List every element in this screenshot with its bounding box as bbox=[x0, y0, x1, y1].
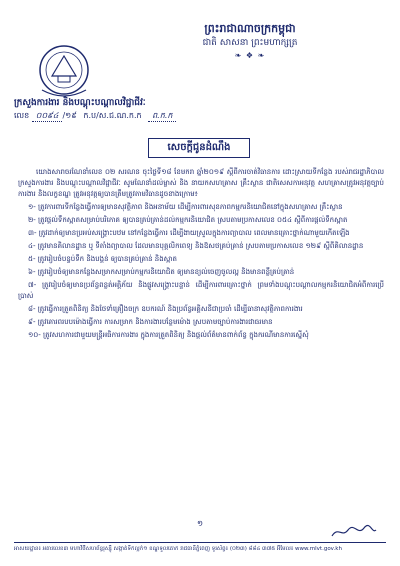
footer-divider bbox=[14, 542, 386, 543]
date-value: ព.ក.ក bbox=[148, 110, 176, 122]
national-header bbox=[150, 22, 350, 60]
list-item: ១០- ត្រូវសហការជាមួយមន្ត្រីអធិការការងារ ក្នុងការត្រួតពិនិត្យ និងផ្តល់ព័ត៌មានពាក់ព័ន្ធ ក្នុងករណីមានការស្នើសុំ bbox=[28, 331, 309, 339]
page-number: ១ bbox=[196, 519, 204, 528]
kingdom-title: ព្រះរាជាណាចក្រកម្ពុជា bbox=[204, 22, 296, 35]
list-item: ៥- ត្រូវរៀបចំបន្ទប់ទឹក និងបង្គន់ ឲ្យបានគ្រប់គ្រាន់ និងស្អាត bbox=[28, 255, 177, 263]
footer-address: អាសយដ្ឋាន៖ អគារលេខ៣ មហាវិថីសហព័ន្ធរុស្ស៊ី សង្កាត់ទឹកល្អក់១ ខណ្ឌទួលគោក រាជធានីភ្នំពេញ ទូរស័ព្ទ៖ (០២៣) ៨៨៤ ៣៧៥ អ៊ីមែល៖ www.mlvt.gov.kh bbox=[14, 546, 342, 552]
list-item: ២- ត្រូវផ្តល់ទឹកស្អាតសម្រាប់បរិភោគ ឲ្យបានគ្រប់គ្រាន់ដល់កម្មករនិយោជិត ស្របតាមប្រកាសលេខ ០៥៤ ស្តីពីការផ្តល់ទឹកស្អាត bbox=[28, 216, 348, 224]
date-label: ក.ប/ស.ជ.ណ.ក.ក bbox=[83, 111, 142, 120]
reference-number-line bbox=[14, 110, 254, 122]
number-suffix: /១៩ bbox=[62, 111, 77, 120]
ministry-name: ក្រសួងការងារ និងបណ្តុះបណ្តាលវិជ្ជាជីវៈ bbox=[14, 98, 146, 108]
number-label: លេខ bbox=[14, 111, 30, 120]
list-item: ៣- ត្រូវដាក់ឲ្យមានប្រអប់សង្គ្រោះបឋម នៅកន្លែងធ្វើការ ដើម្បីងាយស្រួលក្នុងការព្យាបាល ពេលមានគ្រោះថ្នាក់ណាមួយកើតឡើង bbox=[28, 229, 350, 237]
list-item: ៤- ត្រូវមានគិលានដ្ឋាន ឬ ទីតាំងព្យាបាល ដែលមានបុគ្គលិកពេទ្យ និងឱសថគ្រប់គ្រាន់ ស្របតាមប្រកាសលេខ ១២៩ ស្តីពីគិលានដ្ឋាន bbox=[28, 242, 364, 250]
list-item: ១- ត្រូវការពារទីកន្លែងធ្វើការឲ្យមានសុវត្ថិភាព និងអនាម័យ ដើម្បីការពារសុខភាពកម្មករនិយោជិតនៅក្នុងសហគ្រាស គ្រឹះស្ថាន bbox=[28, 203, 343, 211]
national-motto: ជាតិ សាសនា ព្រះមហាក្សត្រ bbox=[202, 38, 298, 48]
number-value: ០០៩៤ bbox=[32, 110, 63, 122]
list-item: ៧- ត្រូវរៀបចំឲ្យមានប្រព័ន្ធពន្លត់អគ្គិភ័យ និងផ្លូវសង្គ្រោះបន្ទាន់ ដើម្បីការពារគ្រោះថ្នាក់ ព្រមទាំងបណ្តុះបណ្តាលកម្មករនិយោជិតអំពីការប្រើប្រាស់ bbox=[18, 281, 384, 300]
intro-paragraph: យោងសារាចរណែនាំលេខ ០២ សរណន ចុះថ្ងៃទី១៨ ខែមករា ឆ្នាំ២០១៩ ស្តីពីការចាត់វិធានការ ដោះស្រាយទីកន្លែង របស់រាជរដ្ឋាភិបាល ក្រសួងការងារ និងបណ្តុះបណ្តាលវិជ្ជាជីវៈ សូមណែនាំដល់ម្ចាស់ និង នាយកសហគ្រាស គ្រឹះស្ថាន ជាតិសេសកាអនុវត្ត សហគ្រាសត្រូវអនុវត្តច្បាប់ការងារ និងលក្ខខណ្ឌ ត្រូវអនុវត្តឲ្យបានត្រឹមត្រូវតាមវិធានដូចខាងក្រោម៖ bbox=[18, 168, 384, 198]
document-title: សេចក្តីជូនដំណឹង bbox=[148, 138, 250, 158]
list-item: ៦- ត្រូវរៀបចំឲ្យមានកន្លែងសម្រាកសម្រាប់កម្មករនិយោជិត ឲ្យមានខ្យល់ចេញចូលល្អ និងមានពន្លឺគ្រប់គ្រាន់ bbox=[28, 268, 295, 276]
ornament-divider: ❧ ❖ ❧ bbox=[234, 51, 266, 60]
list-item: ៨- ត្រូវធ្វើការត្រួតពិនិត្យ និងថែទាំគ្រឿងចក្រ ឧបករណ៍ និងប្រព័ន្ធអគ្គិសនីជាប្រចាំ ដើម្បីធានាសុវត្ថិភាពការងារ bbox=[28, 305, 303, 313]
handwritten-signature bbox=[330, 524, 378, 540]
list-item: ៩- ត្រូវគោរពរបបម៉ោងធ្វើការ ការសម្រាក និងការងារបន្ថែមម៉ោង ស្របតាមច្បាប់ការងារជាធរមាន bbox=[28, 318, 273, 326]
document-body bbox=[18, 167, 384, 343]
